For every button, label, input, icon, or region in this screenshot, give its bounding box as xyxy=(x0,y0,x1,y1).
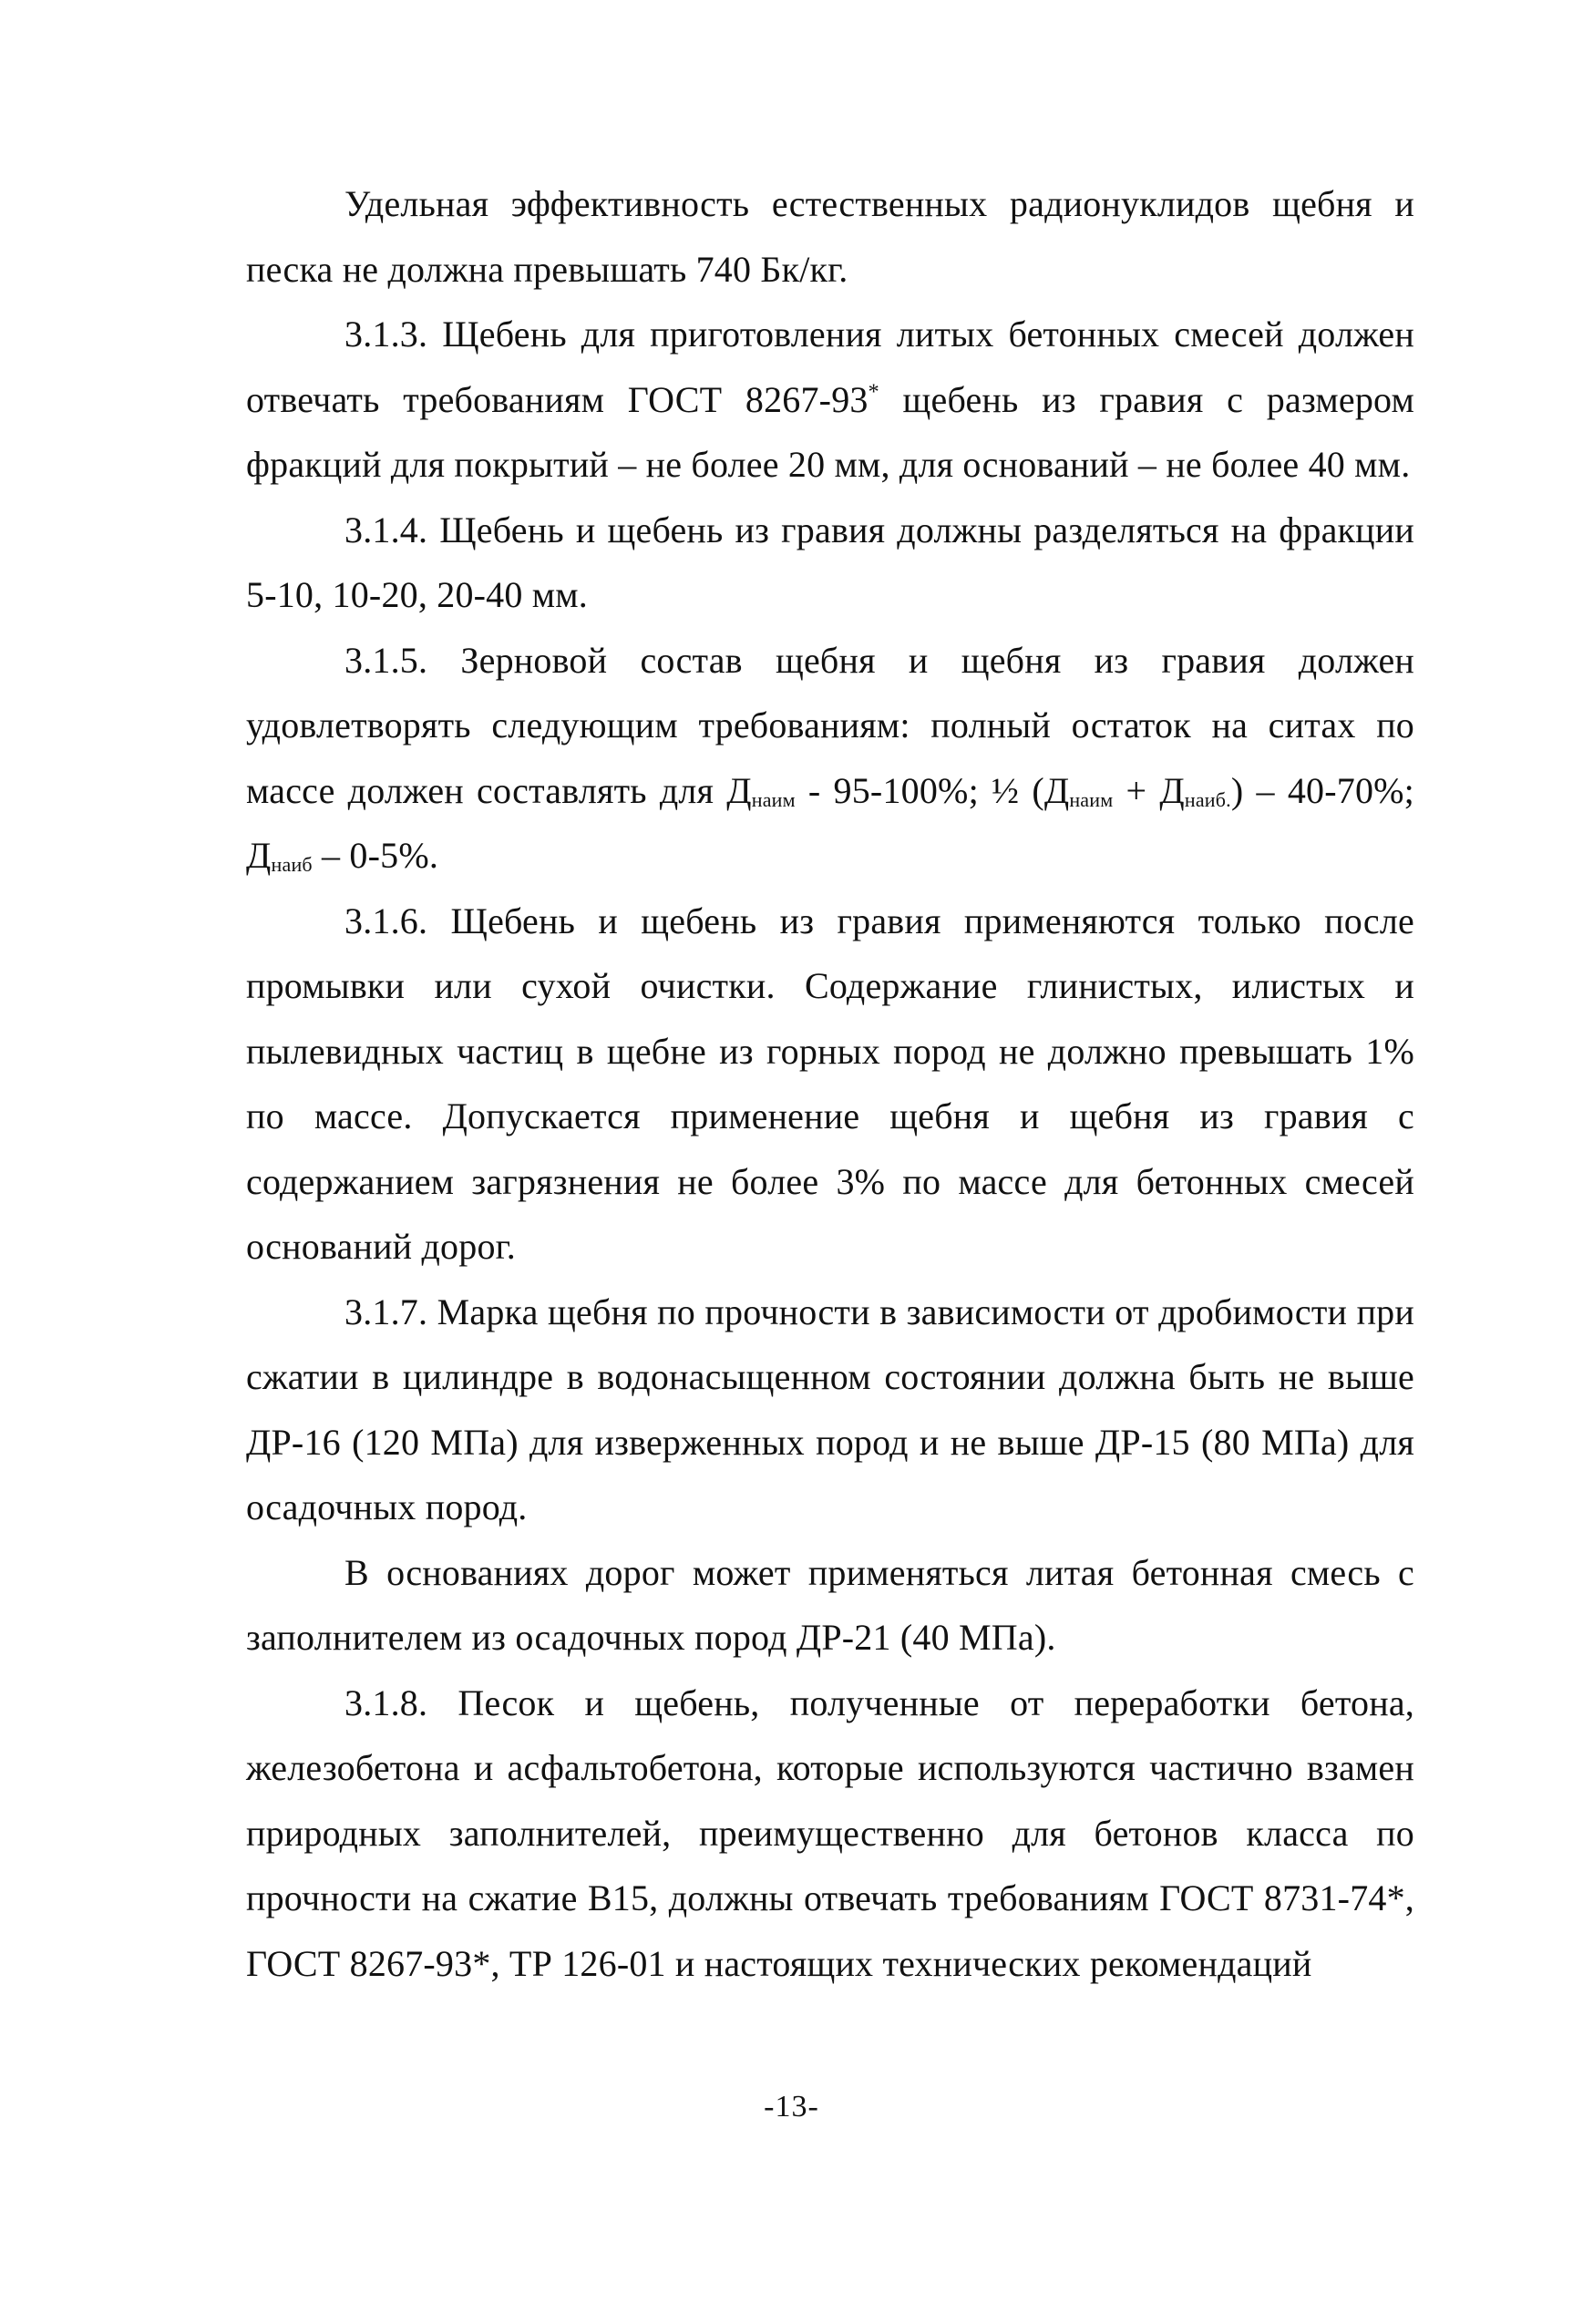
gost-footnote-mark: * xyxy=(868,380,879,405)
paragraph-3-1-4: 3.1.4. Щебень и щебень из гравия должны разделяться на фракции 5-10, 10-20, 20-40 мм. xyxy=(246,509,1414,615)
paragraph-road-bases: В основаниях дорог может применяться литая бетонная смесь с заполнителем из осадочных пород ДР-21 (40 МПа). xyxy=(246,1551,1414,1658)
subscript-naim-1: наим xyxy=(751,787,796,811)
paragraph-3-1-5-part-a: 3.1.5. Зерновой состав щебня и щебня из гравия должен удовлетворять следующим требованиям: полный остаток на ситах по массе должен составлять для Д xyxy=(246,639,1414,811)
paragraph-3-1-5 xyxy=(246,628,1414,889)
subscript-naim-2: наим xyxy=(1069,787,1114,811)
paragraph-3-1-3 xyxy=(246,302,1414,498)
paragraph-3-1-5-part-d: ) – 40-70%; Д xyxy=(246,769,1414,876)
paragraph-3-1-7: 3.1.7. Марка щебня по прочности в зависимости от дробимости при сжатии в цилиндре в водонасыщенном состоянии должна быть не выше ДР-16 (120 МПа) для изверженных пород и не выше ДР-15 (80 МПа) для осадочных пород. xyxy=(246,1291,1414,1527)
paragraph-3-1-6: 3.1.6. Щебень и щебень из гравия применяются только после промывки или сухой очистки. Содержание глинистых, илистых и пылевидных частиц в щебне из горных пород не должно превышать 1% по массе. Допускается применение щебня и щебня из гравия с содержанием загрязнения не более 3% по массе для бетонных смесей оснований дорог. xyxy=(246,900,1414,1267)
paragraph-3-1-3-part-a: 3.1.3. Щебень для приготовления литых бетонных смесей должен отвечать требованиям ГОСТ 8267-93 xyxy=(246,314,1414,420)
subscript-naib-1: наиб. xyxy=(1184,787,1231,811)
paragraph-3-1-5-part-e: – 0-5%. xyxy=(312,835,439,876)
paragraph-3-1-8: 3.1.8. Песок и щебень, полученные от переработки бетона, железобетона и асфальтобетона, которые используются частично взамен природных заполнителей, преимущественно для бетонов класса по прочности на сжатие В15, должны отвечать требованиям ГОСТ 8731-74*, ГОСТ 8267-93*, ТР 126-01 и настоящих технических рекомендаций xyxy=(246,1681,1414,1984)
subscript-naib-2: наиб xyxy=(271,853,313,876)
paragraph-3-1-5-part-b: - 95-100%; ½ (Д xyxy=(795,769,1070,811)
paragraph-3-1-3-part-b: щебень из гравия с размером фракций для покрытий – не более 20 мм, для оснований – не более 40 мм. xyxy=(246,378,1414,485)
paragraph-radionuclides: Удельная эффективность естественных радионуклидов щебня и песка не должна превышать 740 Бк/кг. xyxy=(246,183,1414,290)
paragraph-3-1-5-part-c: + Д xyxy=(1113,769,1185,811)
page-number: -13- xyxy=(764,2090,819,2123)
body-text xyxy=(246,171,1414,1996)
